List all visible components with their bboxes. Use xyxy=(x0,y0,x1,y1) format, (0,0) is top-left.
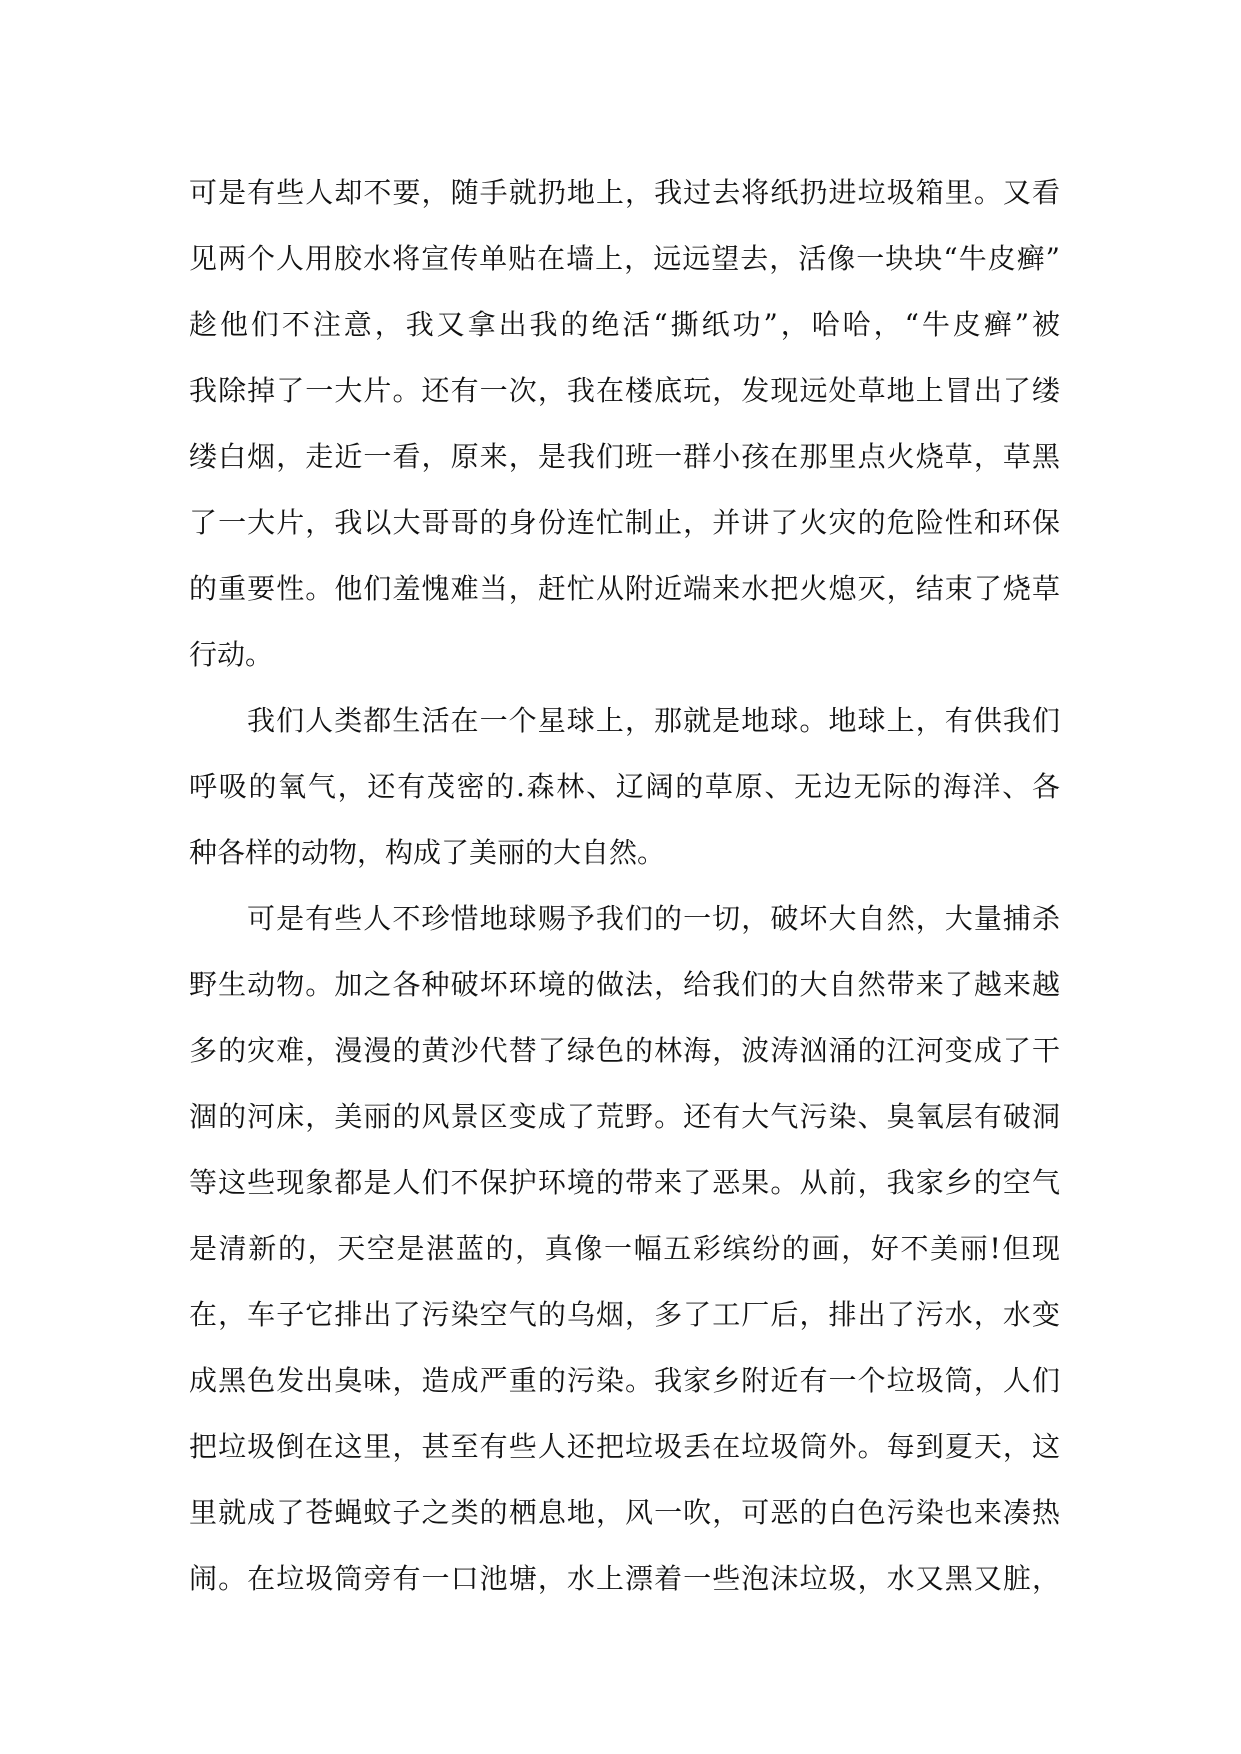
paragraph-3 xyxy=(189,886,1060,1612)
text-line: 了一大片，我以大哥哥的身份连忙制止，并讲了火灾的危险性和环保 xyxy=(189,506,1060,539)
paragraph-1 xyxy=(189,160,1060,688)
text-line: 趁他们不注意，我又拿出我的绝活“撕纸功”，哈哈，“牛皮癣”被 xyxy=(189,308,1060,341)
text-line: 野生动物。加之各种破坏环境的做法，给我们的大自然带来了越来越 xyxy=(189,968,1060,1001)
text-line: 成黑色发出臭味，造成严重的污染。我家乡附近有一个垃圾筒，人们 xyxy=(189,1364,1060,1397)
text-line: 我除掉了一大片。还有一次，我在楼底玩，发现远处草地上冒出了缕 xyxy=(189,374,1060,407)
document-body xyxy=(189,160,1060,1612)
text-line: 见两个人用胶水将宣传单贴在墙上，远远望去，活像一块块“牛皮癣” xyxy=(189,242,1060,275)
paragraph-2 xyxy=(189,688,1060,886)
text-line: 我们人类都生活在一个星球上，那就是地球。地球上，有供我们 xyxy=(247,704,1060,737)
text-line: 里就成了苍蝇蚊子之类的栖息地，风一吹，可恶的白色污染也来凑热 xyxy=(189,1496,1060,1529)
text-line: 种各样的动物，构成了美丽的大自然。 xyxy=(189,836,666,869)
text-line: 行动。 xyxy=(189,638,274,671)
text-line: 的重要性。他们羞愧难当，赶忙从附近端来水把火熄灭，结束了烧草 xyxy=(189,572,1060,605)
text-line: 可是有些人却不要，随手就扔地上，我过去将纸扔进垃圾箱里。又看 xyxy=(189,176,1060,209)
text-line: 呼吸的氧气，还有茂密的.森林、辽阔的草原、无边无际的海洋、各 xyxy=(189,770,1060,803)
text-line: 多的灾难，漫漫的黄沙代替了绿色的林海，波涛汹涌的江河变成了干 xyxy=(189,1034,1060,1067)
text-line: 是清新的，天空是湛蓝的，真像一幅五彩缤纷的画，好不美丽!但现 xyxy=(189,1232,1060,1265)
text-line: 缕白烟，走近一看，原来，是我们班一群小孩在那里点火烧草，草黑 xyxy=(189,440,1060,473)
text-line: 闹。在垃圾筒旁有一口池塘，水上漂着一些泡沫垃圾，水又黑又脏， xyxy=(189,1562,1060,1595)
text-line: 把垃圾倒在这里，甚至有些人还把垃圾丢在垃圾筒外。每到夏天，这 xyxy=(189,1430,1060,1463)
text-line: 涸的河床，美丽的风景区变成了荒野。还有大气污染、臭氧层有破洞 xyxy=(189,1100,1060,1133)
text-line: 等这些现象都是人们不保护环境的带来了恶果。从前，我家乡的空气 xyxy=(189,1166,1060,1199)
text-line: 在，车子它排出了污染空气的乌烟，多了工厂后，排出了污水，水变 xyxy=(189,1298,1060,1331)
text-line: 可是有些人不珍惜地球赐予我们的一切，破坏大自然，大量捕杀 xyxy=(247,902,1060,935)
